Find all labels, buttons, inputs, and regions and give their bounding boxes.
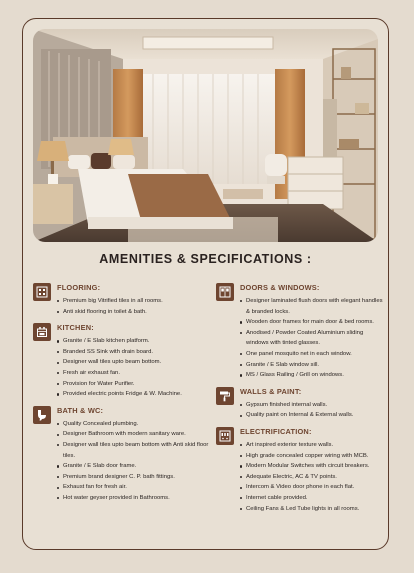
section-title: ELECTRIFICATION: xyxy=(240,426,312,436)
list-item: Fresh air exhaust fan. xyxy=(57,368,211,379)
list-item: Internet cable provided. xyxy=(240,493,386,504)
toilet-icon xyxy=(33,406,51,424)
list-item: High grade concealed copper wiring with MCB. xyxy=(240,451,386,462)
section-bath-wc xyxy=(33,406,211,504)
list-item: Designer wall tiles upto beam bottom. xyxy=(57,357,211,368)
section-electrification xyxy=(216,427,386,514)
list-item: Designer Bathroom with modern sanitary ware. xyxy=(57,429,211,440)
list-item: Exhaust fan for fresh air. xyxy=(57,482,211,493)
page-title: AMENITIES & SPECIFICATIONS : xyxy=(99,252,312,266)
section-title: KITCHEN: xyxy=(57,323,94,333)
item-list xyxy=(57,419,211,504)
section-walls-paint xyxy=(216,387,386,421)
item-list xyxy=(57,336,211,400)
left-column xyxy=(33,283,211,510)
list-item: Adequate Electric, AC & TV points. xyxy=(240,472,386,483)
list-item: Anodised / Powder Coated Aluminium sliding windows with tinted glasses. xyxy=(240,328,386,349)
list-item: Granite / E Slab kitchen platform. xyxy=(57,336,211,347)
bedroom-illustration xyxy=(33,29,378,242)
list-item: Designer wall tiles upto beam bottom with Anti skid floor tiles. xyxy=(57,440,211,461)
list-item: Hot water geyser provided in Bathrooms. xyxy=(57,493,211,504)
list-item: Modern Modular Switches with circuit breakers. xyxy=(240,461,386,472)
list-item: Wooden door frames for main door & bed rooms. xyxy=(240,317,386,328)
list-item: Quality Concealed plumbing. xyxy=(57,419,211,430)
section-kitchen xyxy=(33,323,211,400)
list-item: Art inspired exterior texture walls. xyxy=(240,440,386,451)
list-item: Premium big Vitrified tiles in all rooms. xyxy=(57,296,211,307)
item-list xyxy=(57,296,211,317)
section-title: FLOORING: xyxy=(57,283,101,292)
section-flooring xyxy=(33,283,211,317)
list-item: Ceiling Fans & Led Tube lights in all rooms. xyxy=(240,504,386,515)
list-item: Provision for Water Purifier. xyxy=(57,379,211,390)
stove-icon xyxy=(33,323,51,341)
door-icon xyxy=(216,283,234,301)
bedroom-photo xyxy=(33,29,378,242)
right-column xyxy=(216,283,386,520)
section-title: WALLS & PAINT: xyxy=(240,386,302,396)
list-item: Anti skid flooring in toilet & bath. xyxy=(57,307,211,318)
switchboard-icon xyxy=(216,427,234,445)
tile-icon xyxy=(33,283,51,301)
list-item: Designer laminated flush doors with elegant handles & branded locks. xyxy=(240,296,386,317)
section-doors-windows xyxy=(216,283,386,381)
list-item: Provided electric points Fridge & W. Machine. xyxy=(57,389,211,400)
item-list xyxy=(240,400,386,421)
section-title: BATH & WC: xyxy=(57,405,104,415)
section-title: DOORS & WINDOWS: xyxy=(240,283,320,292)
list-item: Quality paint on Internal & External walls. xyxy=(240,410,386,421)
list-item: One panel mosquito net in each window. xyxy=(240,349,386,360)
list-item: Intercom & Video door phone in each flat. xyxy=(240,482,386,493)
list-item: Premium brand designer C. P. bath fittings. xyxy=(57,472,211,483)
list-item: Branded SS Sink with drain board. xyxy=(57,347,211,358)
brochure-frame xyxy=(22,18,389,550)
item-list xyxy=(240,440,386,514)
list-item: Granite / E Slab door frame. xyxy=(57,461,211,472)
list-item: Gypsum finished internal walls. xyxy=(240,400,386,411)
list-item: MS / Glass Railing / Grill on windows. xyxy=(240,370,386,381)
paint-roller-icon xyxy=(216,387,234,405)
list-item: Granite / E Slab window sill. xyxy=(240,360,386,371)
item-list xyxy=(240,296,386,381)
